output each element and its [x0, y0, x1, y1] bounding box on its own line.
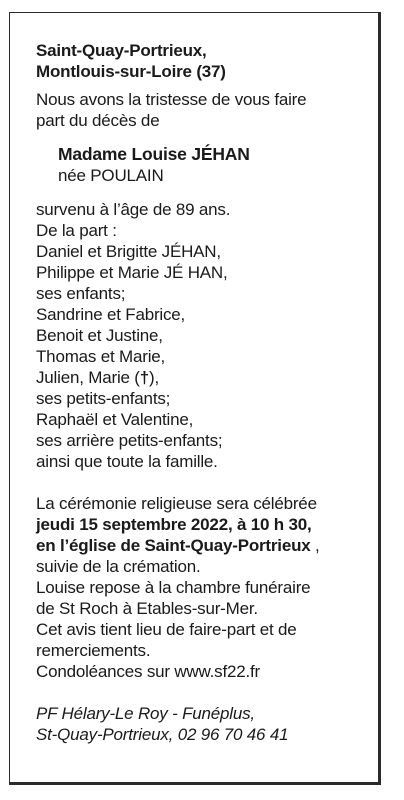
grandchildren-label: ses petits-enfants;: [36, 389, 171, 408]
great-grandchildren-label: ses arrière petits-enfants;: [36, 431, 223, 450]
grandchildren-line-4-suffix: ),: [149, 368, 160, 387]
grandchildren-line-4: [36, 367, 381, 388]
children-line-1: Daniel et Brigitte JÉHAN,: [36, 242, 221, 261]
location-line-1: Saint-Quay-Portrieux,: [36, 41, 207, 60]
ceremony-place-suffix: ,: [310, 536, 320, 555]
obituary-notice: [36, 40, 381, 745]
rest-line-2: de St Roch à Etables-sur-Mer.: [36, 599, 258, 618]
grandchildren-line-3: Thomas et Marie,: [36, 347, 166, 366]
funeral-home-line-1: PF Hélary-Le Roy - Funéplus,: [36, 704, 255, 723]
intro-line-2: part du décès de: [36, 111, 160, 130]
grandchildren-line-2: Benoit et Justine,: [36, 326, 163, 345]
intro-line-1: Nous avons la tristesse de vous faire: [36, 90, 307, 109]
ceremony-place-line: [36, 535, 381, 556]
notice-line-2: remerciements.: [36, 641, 151, 660]
age-line: survenu à l’âge de 89 ans.: [36, 200, 231, 219]
cremation-line: suivie de la crémation.: [36, 557, 201, 576]
grandchildren-line-1: Sandrine et Fabrice,: [36, 305, 186, 324]
ceremony-line: La cérémonie religieuse sera célébrée: [36, 494, 317, 513]
great-grandchildren-line: Raphaël et Valentine,: [36, 410, 194, 429]
rest-line-1: Louise repose à la chambre funéraire: [36, 578, 311, 597]
grandchildren-line-4-prefix: Julien, Marie (: [36, 368, 140, 387]
cross-icon: †: [139, 368, 150, 387]
condolences-line: Condoléances sur www.sf22.fr: [36, 662, 261, 681]
ceremony-date: jeudi 15 septembre 2022, à 10 h 30,: [36, 515, 312, 534]
whole-family-line: ainsi que toute la famille.: [36, 452, 218, 471]
children-line-2: Philippe et Marie JÉ HAN,: [36, 263, 228, 282]
funeral-home-line-2: St-Quay-Portrieux, 02 96 70 46 41: [36, 725, 289, 744]
maiden-name: née POULAIN: [58, 166, 164, 185]
deceased-name: Madame Louise JÉHAN: [58, 144, 250, 164]
notice-line-1: Cet avis tient lieu de faire-part et de: [36, 620, 297, 639]
children-label: ses enfants;: [36, 284, 126, 303]
from-line: De la part :: [36, 221, 117, 240]
ceremony-place: en l’église de Saint-Quay-Portrieux: [36, 536, 311, 555]
location-line-2: Montlouis-sur-Loire (37): [36, 62, 226, 81]
